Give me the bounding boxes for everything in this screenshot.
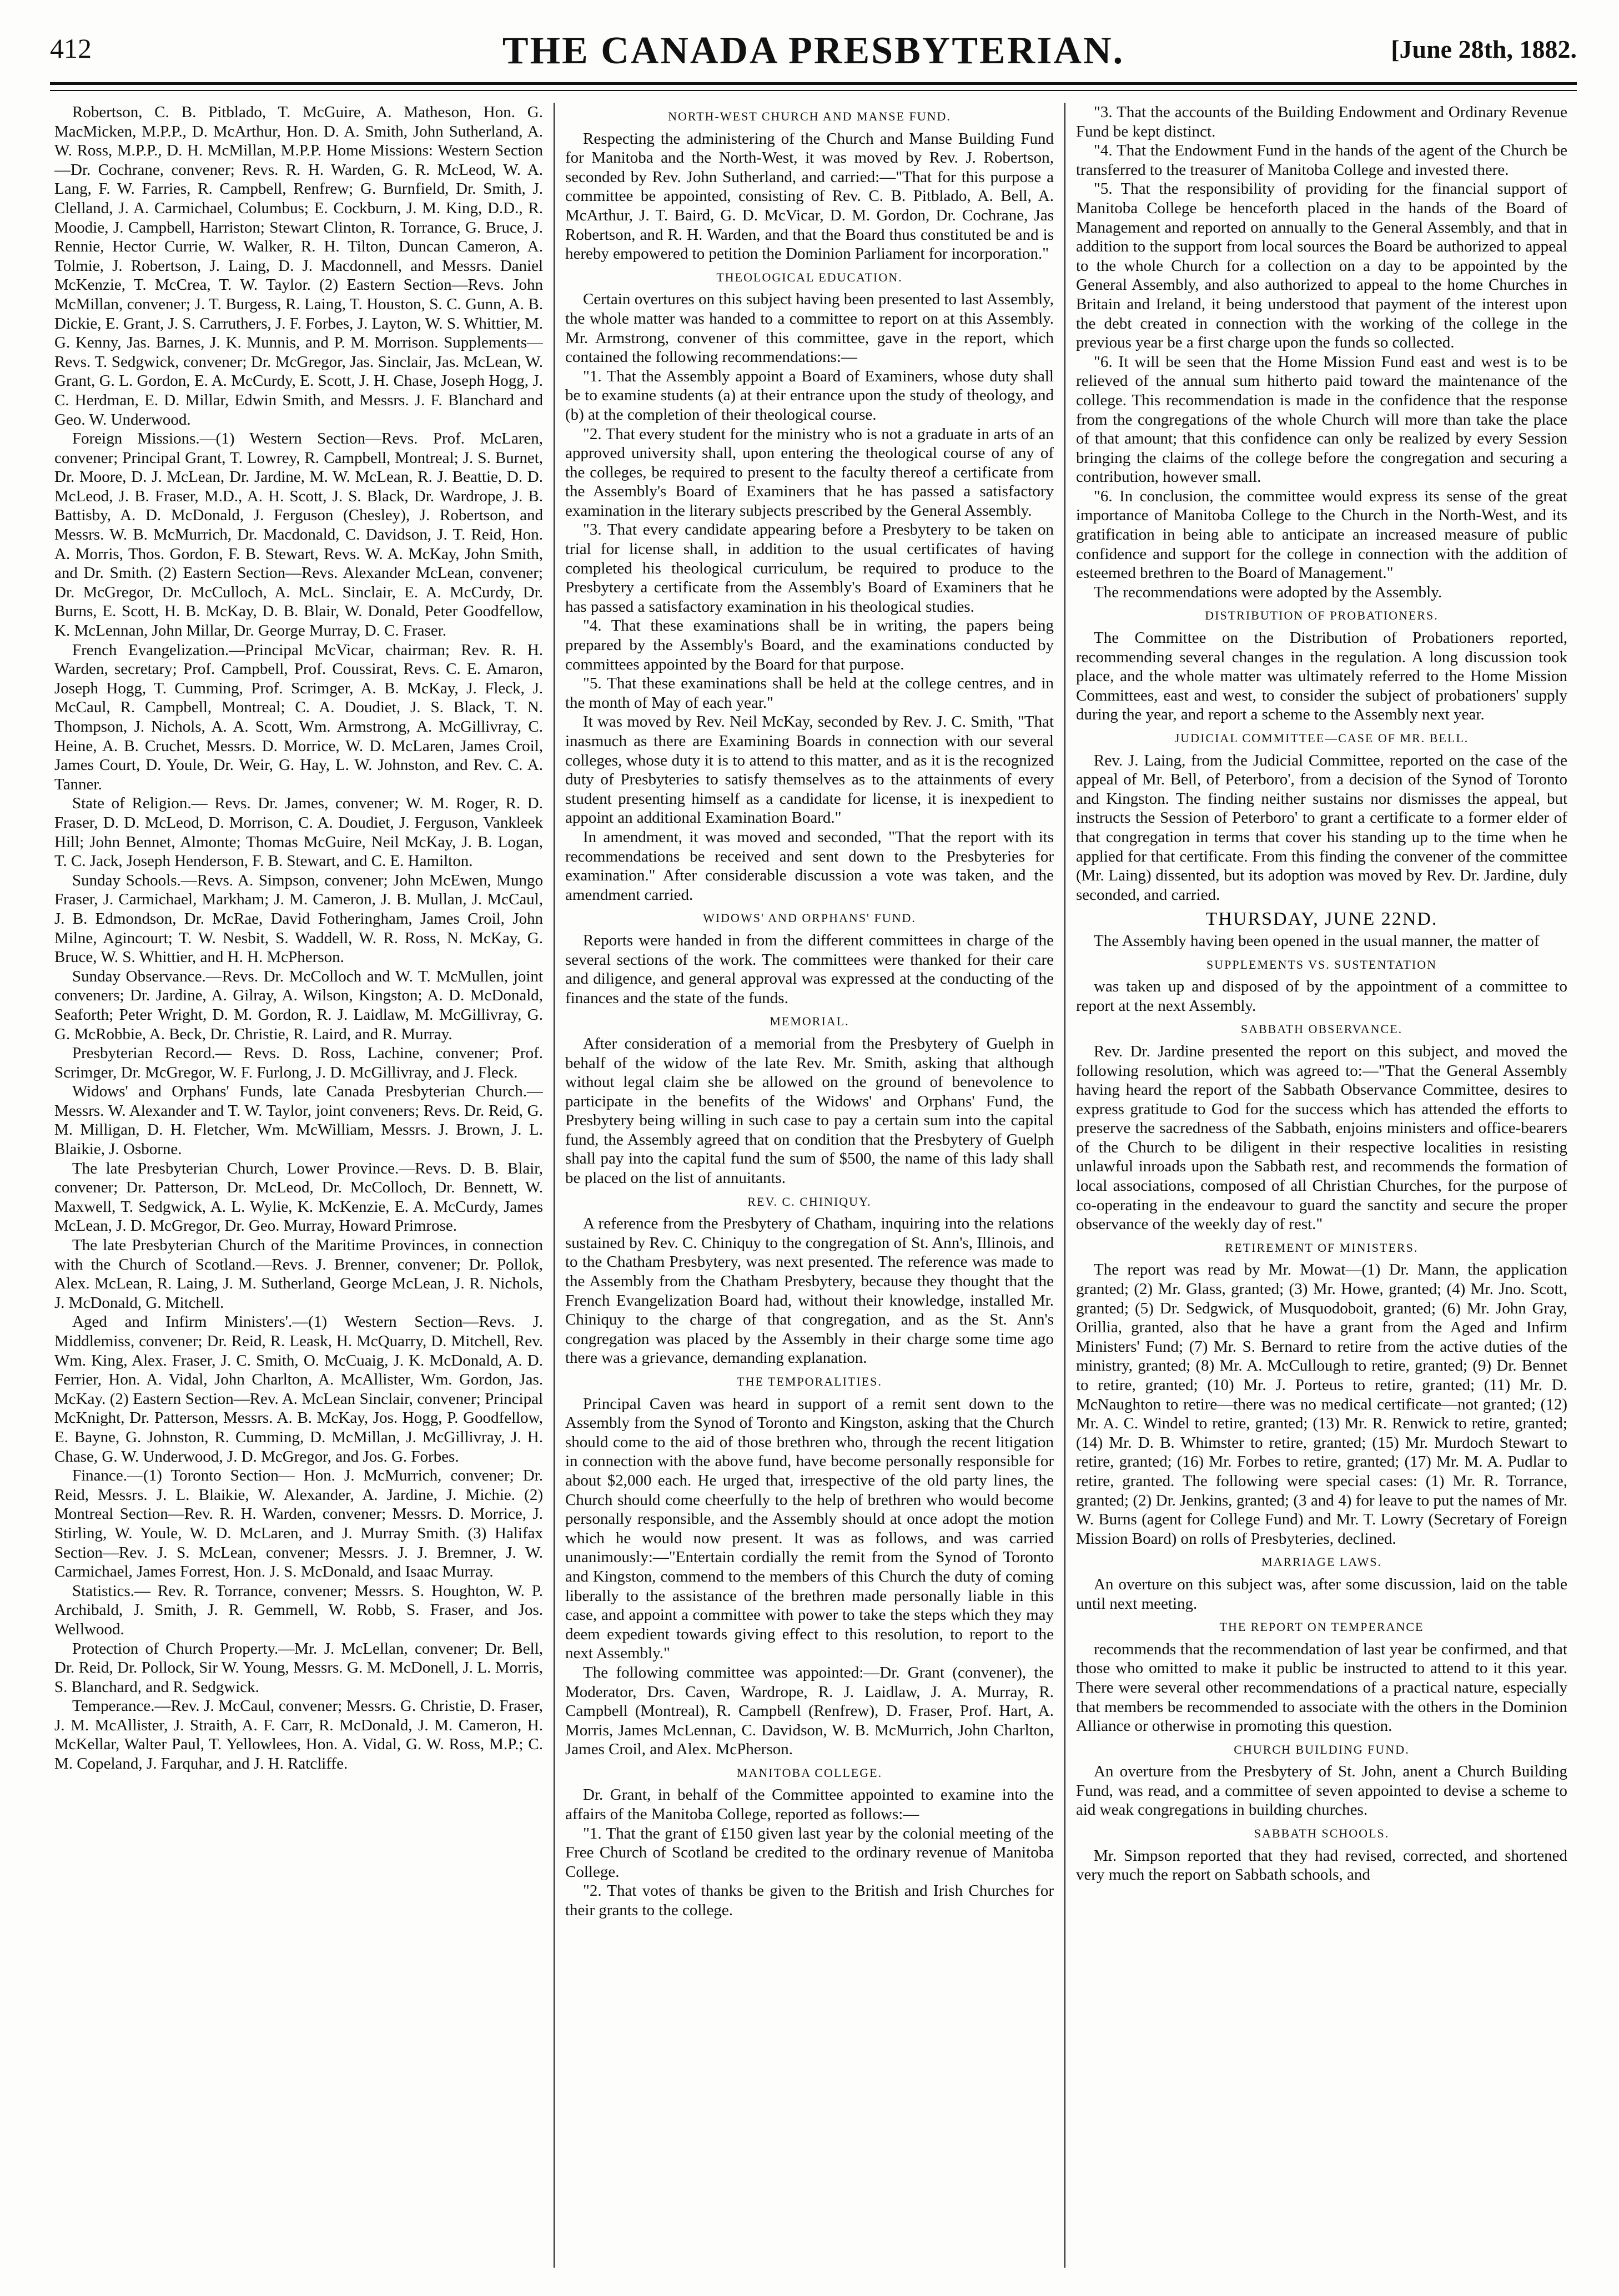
paragraph: "5. That these examinations shall be held at the college centres, and in the month of May of each year." [565,674,1054,712]
section-heading: CHURCH BUILDING FUND. [1234,1742,1410,1756]
issue-date: [June 28th, 1882. [1391,35,1577,63]
paragraph: Mr. Simpson reported that they had revised, corrected, and shortened very much the report on Sabbath schools, and [1076,1846,1567,1884]
column-1 [54,103,543,2279]
section-heading: SABBATH OBSERVANCE. [1240,1022,1403,1036]
section-heading: THE REPORT ON TEMPERANCE [1219,1620,1424,1634]
paragraph: After consideration of a memorial from the Presbytery of Guelph in behalf of the widow of the late Rev. Mr. Smith, asking that although without legal claim she be allowed on the ground of benevolence to participate in the benefits of the Widows' and Orphans' Fund, the Presbytery being willing in such case to pay a certain sum into the capital fund, the Assembly agreed that on condition that the Presbytery of Guelph shall pay into the capital fund the sum of $500, the name of this lady shall be placed on the list of annuitants. [565,1034,1054,1187]
paragraph: "3. That the accounts of the Building Endowment and Ordinary Revenue Fund be kept distinct. [1076,103,1567,140]
paragraph: An overture from the Presbytery of St. John, anent a Church Building Fund, was read, and a committee of seven appointed to devise a scheme to aid weak congregations in building churches. [1076,1763,1567,1819]
paragraph: Temperance.—Rev. J. McCaul, convener; Messrs. G. Christie, D. Fraser, J. M. McAllister, J. Straith, A. F. Carr, R. McDonald, J. M. Cameron, H. McKellar, Walter Paul, T. Yellowlees, Hon. A. Vidal, G. W. Ross, M.P.; C. M. Copeland, J. Farquhar, and J. H. Ratcliffe. [54,1697,543,1773]
section-heading: MARRIAGE LAWS. [1261,1555,1382,1569]
paragraph: The late Presbyterian Church of the Maritime Provinces, in connection with the Church of Scotland.—Revs. J. Brenner, convener; Dr. Pollok, Alex. McLean, R. Laing, J. M. Sutherland, George McLean, J. R. Nichols, J. McDonald, G. Mitchell. [54,1236,543,1312]
column-divider [1064,103,1065,2268]
page-number: 412 [50,33,92,64]
paragraph: Dr. Grant, in behalf of the Committee appointed to examine into the affairs of the Manitoba College, reported as follows:— [565,1786,1054,1824]
section-heading: MANITOBA COLLEGE. [736,1765,883,1780]
paragraph: Certain overtures on this subject having been presented to last Assembly, the whole matter was handed to a committee to report on at this Assembly. Mr. Armstrong, convener of this committee, gave in the report, which contained the following recommendations:— [565,290,1054,366]
paragraph: Aged and Infirm Ministers'.—(1) Western Section—Revs. J. Middlemiss, convener; Dr. Reid, R. Leask, H. McQuarry, D. Mitchell, Rev. Wm. King, Alex. Fraser, J. C. Smith, O. McCuaig, J. K. McDonald, A. D. Ferrier, Hon. A. Vidal, John Charlton, A. McAllister, Wm. Gordon, Jas. McKay. (2) Eastern Section—Rev. A. McLean Sinclair, convener; Principal McKnight, Dr. Patterson, Messrs. A. B. McKay, Jos. Hogg, P. Goodfellow, E. Bayne, G. Johnston, R. Cumming, D. McMillan, J. McGillivray, J. H. Chase, G. W. Underwood, J. D. McGregor, and Jos. G. Forbes. [54,1313,543,1466]
section-heading: THE TEMPORALITIES. [737,1374,882,1388]
section-heading: JUDICIAL COMMITTEE—CASE OF MR. BELL. [1174,731,1469,745]
paragraph: Rev. Dr. Jardine presented the report on this subject, and moved the following resolution, which was agreed to:—"That the General Assembly having heard the report of the Sabbath Observance Committee, desires to express gratitude to God for the success which has attended the efforts to preserve the sacredness of the Sabbath, enjoins ministers and office-bearers of the Church to be diligent in their respective localities in resisting unlawful inroads upon the Sabbath rest, and recommends the formation of local associations, composed of all Christian Churches, for the purpose of co-operating in the endeavour to guard the sanctity and secure the proper observance of the weekly day of rest." [1076,1042,1567,1233]
paragraph: French Evangelization.—Principal McVicar, chairman; Rev. R. H. Warden, secretary; Prof. Campbell, Prof. Coussirat, Revs. C. E. Amaron, Joseph Hogg, T. Cumming, Prof. Scrimger, A. B. McKay, J. Fleck, J. McCaul, R. Campbell, Montreal; C. A. Doudiet, J. S. Black, T. N. Thompson, J. Nichols, A. A. Scott, Wm. Armstrong, A. McGillivray, C. Heine, A. B. Cruchet, Messrs. D. Morrice, W. D. McLaren, James Croil, James Court, D. Youle, Dr. Weir, G. Hay, L. W. Johnston, and Rev. C. A. Tanner. [54,641,543,793]
paragraph: "2. That votes of thanks be given to the British and Irish Churches for their grants to the college. [565,1882,1054,1920]
paragraph: Presbyterian Record.— Revs. D. Ross, Lachine, convener; Prof. Scrimger, Dr. McGregor, W. F. Furlong, J. D. McGillivray, and J. Fleck. [54,1044,543,1081]
column-3 [1076,103,1567,2279]
paragraph: Foreign Missions.—(1) Western Section—Revs. Prof. McLaren, convener; Principal Grant, T. Lowrey, R. Campbell, Montreal; J. S. Burnet, Dr. Moore, D. J. McLean, Dr. Jardine, M. W. McLean, R. J. Beattie, D. D. McLeod, J. B. Fraser, M.D., A. H. Scott, J. S. Black, Dr. Wardrope, J. B. Battisby, A. D. McDonald, J. Ferguson (Chesley), J. Robertson, and Messrs. W. B. McMurrich, Dr. Macdonald, C. Davidson, J. T. Reid, Hon. A. Morris, Thos. Gordon, F. B. Stewart, Revs. W. A. McKay, John Smith, and Dr. Smith. (2) Eastern Section—Revs. Alexander McLean, convener; Dr. McGregor, Dr. McCulloch, A. McL. Sinclair, E. A. McCurdy, Dr. Burns, E. Scott, H. B. McKay, D. B. Blair, W. Donald, Peter Goodfellow, K. McLennan, John Millar, Dr. George Murray, D. C. Fraser. [54,430,543,640]
journal-title: THE CANADA PRESBYTERIAN. [502,29,1125,72]
paragraph: The late Presbyterian Church, Lower Province.—Revs. D. B. Blair, convener; Dr. Patterson, Dr. McLeod, Dr. McColloch, Dr. Bennett, W. Maxwell, T. Sedgwick, A. L. Wylie, K. McKenzie, E. A. McCurdy, James McLean, J. D. McGregor, Dr. Geo. Murray, Howard Primrose. [54,1159,543,1235]
paragraph: "5. That the responsibility of providing for the financial support of Manitoba College be henceforth placed in the hands of the Board of Management and reported on annually to the General Assembly, and that in addition to the support from local sources the Board be authorized to appeal to the whole Church for a collection on a day to be appointed by the General Assembly, and also authorized to appeal to the home Churches in Britain and Ireland, it being understood that payment of the interest upon the debt created in connection with the working of the college in the previous year be a first charge upon the funds so collected. [1076,180,1567,352]
paragraph: It was moved by Rev. Neil McKay, seconded by Rev. J. C. Smith, "That inasmuch as there are Examining Boards in connection with our several colleges, whose duty it is to attend to this matter, and as it is the recognized duty of Presbyteries to satisfy themselves as to the attainments of every student presenting himself as a candidate for license, it is inexpedient to appoint an additional Examination Board." [565,713,1054,827]
paragraph: An overture on this subject was, after some discussion, laid on the table until next meeting. [1076,1575,1567,1613]
section-heading: MEMORIAL. [770,1014,849,1029]
paragraph: "6. It will be seen that the Home Mission Fund east and west is to be relieved of the annual sum hitherto paid toward the maintenance of the college. This recommendation is made in the confidence that the response from the congregations of the whole Church will more than take the place of that amount; that this confidence can only be realized by every Session bringing the claims of the college before the congregation and securing a contribution, however small. [1076,353,1567,486]
section-heading: NORTH-WEST CHURCH AND MANSE FUND. [668,109,951,123]
paragraph: Protection of Church Property.—Mr. J. McLellan, convener; Dr. Bell, Dr. Reid, Dr. Pollock, Sir W. Young, Messrs. G. M. McDonell, J. L. Morris, S. Blanchard, and R. Sedgwick. [54,1639,543,1696]
section-heading: SUPPLEMENTS VS. SUSTENTATION [1206,957,1437,971]
column-2 [565,103,1054,2279]
paragraph: The recommendations were adopted by the Assembly. [1094,583,1442,601]
section-heading: WIDOWS' AND ORPHANS' FUND. [703,911,916,925]
paragraph: Principal Caven was heard in support of a remit sent down to the Assembly from the Synod of Toronto and Kingston, asking that the Church should come to the aid of those brethren who, through the recent litigation in connection with the above fund, have become personally responsible for about $2,000 each. He urged that, irrespective of the old party lines, the Church should come cheerfully to the help of brethren who would become personally responsible, and the Assembly should at once adopt the motion which he would now present. It was as follows, and was carried unanimously:—"Entertain cordially the remit from the Synod of Toronto and Kingston, commend to the members of this Church the duty of coming liberally to the assistance of the brethren made personally liable in this case, and appoint a committee with power to take the steps which they may deem expedient towards giving effect to this resolution, to report to the next Assembly." [565,1394,1054,1663]
paragraph: "2. That every student for the ministry who is not a graduate in arts of an approved university shall, upon entering the theological course of any of the colleges, be required to present to the faculty thereof a certificate from the Assembly's Board of Examiners that he has passed a satisfactory examination in the literary subjects prescribed by the General Assembly. [565,425,1054,520]
paragraph: The report was read by Mr. Mowat—(1) Dr. Mann, the application granted; (2) Mr. Glass, granted; (3) Mr. Howe, granted; (4) Mr. Jno. Scott, granted; (5) Dr. Sedgwick, of Musquodoboit, granted; (6) Mr. John Gray, Orillia, granted, also that he have a grant from the Aged and Infirm Ministers' Fund; (7) Mr. S. Bernard to retire from the active duties of the ministry, granted; (8) Mr. A. McCullough to retire, granted; (9) Dr. Bennet to retire, granted; (10) Mr. J. Porteus to retire, granted; (11) Mr. D. McNaughton to retire—there was no medical certificate—not granted; (12) Mr. A. C. Windel to retire, granted; (13) Mr. R. Renwick to retire, granted; (14) Mr. D. B. Whimster to retire, granted; (15) Mr. Murdoch Stewart to retire, granted; (16) Mr. Forbes to retire, granted; (17) Mr. M. A. Pudlar to retire, granted. The following were special cases: (1) Mr. R. Torrance, granted; (2) Dr. Jenkins, granted; (3 and 4) for leave to put the names of Mr. W. Burns (agent for College Fund) and Mr. T. Lowry (Secretary of Foreign Mission Board) on rolls of Presbyteries, declined. [1076,1261,1567,1548]
paragraph: "3. That every candidate appearing before a Presbytery to be taken on trial for license shall, in addition to the usual certificates of having completed his theological curriculum, be required to produce to the Presbytery a certificate from the Assembly's Board of Examiners that he has passed a satisfactory examination in his theological studies. [565,521,1054,616]
masthead [50,29,1577,73]
paragraph: was taken up and disposed of by the appointment of a committee to report at the next Assembly. [1076,978,1567,1015]
paragraph: Reports were handed in from the different committees in charge of the several sections of the work. The committees were thanked for their care and diligence, and general approval was expressed at the conducting of the finances and the state of the funds. [565,931,1054,1007]
paragraph: In amendment, it was moved and seconded, "That the report with its recommendations be received and sent down to the Presbyteries for examination." After considerable discussion a vote was taken, and the amendment carried. [565,828,1054,904]
paragraph: Sunday Observance.—Revs. Dr. McColloch and W. T. McMullen, joint conveners; Dr. Jardine, A. Gilray, A. Wilson, Kingston; A. D. McDonald, Seaforth; Peter Wright, D. M. Gordon, R. J. Laidlaw, M. McGillivray, G. G. McRobbie, A. Beck, Dr. Christie, R. Laird, and R. Murray. [54,967,543,1043]
paragraph: The Committee on the Distribution of Probationers reported, recommending several changes in the regulation. A long discussion took place, and the whole matter was ultimately referred to the Home Mission Committees, east and west, to consider the subject of probationers' supply during the year, and report a scheme to the Assembly next year. [1076,629,1567,724]
paragraph: "4. That the Endowment Fund in the hands of the agent of the Church be transferred to the treasurer of Manitoba College and invested there. [1076,142,1567,179]
paragraph: Finance.—(1) Toronto Section— Hon. J. McMurrich, convener; Dr. Reid, Messrs. J. L. Blaikie, W. Alexander, A. Jardine, J. Michie. (2) Montreal Section—Rev. R. H. Warden, convener; Messrs. D. Morrice, J. Stirling, W. Youle, W. D. McLaren, and J. Murray Smith. (3) Halifax Section—Rev. J. S. McLean, convener; Messrs. J. J. Bremner, J. W. Carmichael, James Forrest, Hon. J. S. McDonald, and Isaac Murray. [54,1467,543,1581]
header-rule-thin [50,90,1577,91]
paragraph: A reference from the Presbytery of Chatham, inquiring into the relations sustained by Rev. C. Chiniquy to the congregation of St. Ann's, Illinois, and to the Chatham Presbytery, was next presented. The reference was made to the Assembly from the Chatham Presbytery, because they thought that the French Evangelization Board had, without their knowledge, installed Mr. Chiniquy to the charge of that congregation, and as the St. Ann's congregation was placed by the Assembly in their charge some time ago there was a grievance, demanding explanation. [565,1215,1054,1367]
paragraph: "4. That these examinations shall be in writing, the papers being prepared by the Assembly's Board, and the examinations conducted by committees appointed by the Board for that purpose. [565,617,1054,673]
section-heading: RETIREMENT OF MINISTERS. [1225,1240,1419,1255]
day-heading: THURSDAY, JUNE 22ND. [1205,909,1438,930]
paragraph: "1. That the Assembly appoint a Board of Examiners, whose duty shall be to examine students (a) at their entrance upon the study of theology, and (b) at the completion of their theological course. [565,367,1054,424]
paragraph: State of Religion.— Revs. Dr. James, convener; W. M. Roger, R. D. Fraser, D. D. McLeod, D. Morrison, C. A. Doudiet, J. Ferguson, Vankleek Hill; John Bennet, Almonte; Thomas McGuire, Neil McKay, J. B. Logan, T. C. Jack, Joseph Henderson, F. B. Stewart, and C. E. Hamilton. [54,794,543,870]
section-heading: SABBATH SCHOOLS. [1254,1826,1390,1841]
section-heading: REV. C. CHINIQUY. [747,1194,872,1209]
paragraph: Sunday Schools.—Revs. A. Simpson, convener; John McEwen, Mungo Fraser, J. Carmichael, Markham; J. M. Cameron, J. B. Mullan, J. McCaul, J. B. Edmondson, Dr. McRae, David Fotheringham, James Croil, John Milne, Agincourt; T. W. Nesbit, S. Waddell, W. R. Ross, N. McKay, G. Bruce, W. S. Whittier, and H. H. McPherson. [54,871,543,966]
paragraph: The Assembly having been opened in the usual manner, the matter of [1094,932,1540,950]
paragraph: recommends that the recommendation of last year be confirmed, and that those who omitted to make it public be instructed to attend to it this year. There were several other recommendations of a practical nature, especially that members be recommended to associate with the others in the Dominion Alliance or otherwise in promoting this question. [1076,1640,1567,1735]
paragraph: Statistics.— Rev. R. Torrance, convener; Messrs. S. Houghton, W. P. Archibald, J. Smith, J. R. Gemmell, W. Robb, S. Fraser, and Jos. Wellwood. [54,1582,543,1638]
paragraph: Widows' and Orphans' Funds, late Canada Presbyterian Church.—Messrs. W. Alexander and T. W. Taylor, joint conveners; Revs. Dr. Reid, G. M. Milligan, D. H. Fletcher, Wm. McWilliam, Messrs. J. Brown, J. L. Blaikie, J. Osborne. [54,1082,543,1159]
header-rule [50,82,1577,85]
section-heading: DISTRIBUTION OF PROBATIONERS. [1205,608,1439,623]
section-heading: THEOLOGICAL EDUCATION. [716,270,903,284]
paragraph: "1. That the grant of £150 given last year by the colonial meeting of the Free Church of Scotland be credited to the ordinary revenue of Manitoba College. [565,1824,1054,1881]
paragraph: "6. In conclusion, the committee would express its sense of the great importance of Manitoba College to the Church in the North-West, and its gratification in being able to anticipate an increased measure of public confidence and support for the college in connection with the addition of esteemed brethren to the Board of Management." [1076,487,1567,582]
column-divider [554,103,555,2268]
paragraph: Respecting the administering of the Church and Manse Building Fund for Manitoba and the North-West, it was moved by Rev. J. Robertson, seconded by Rev. John Sutherland, and carried:—"That for this purpose a committee be appointed, consisting of Rev. C. B. Pitblado, A. Bell, A. McArthur, J. T. Baird, G. D. McVicar, D. M. Gordon, Dr. Cochrane, Jas Robertson, and R. H. Warden, and that the Board thus constituted be and is hereby empowered to petition the Dominion Parliament for incorporation." [565,129,1054,263]
paragraph: Robertson, C. B. Pitblado, T. McGuire, A. Matheson, Hon. G. MacMicken, M.P.P., D. McArthur, Hon. D. A. Smith, John Sutherland, A. W. Ross, M.P.P., D. H. McMillan, M.P.P. Home Missions: Western Section—Dr. Cochrane, convener; Revs. R. H. Warden, G. R. McLeod, W. A. Lang, F. W. Farries, R. Campbell, Renfrew; G. Burnfield, Dr. Smith, J. Clelland, J. A. Carmichael, Columbus; E. Cockburn, J. M. King, D.D., R. Moodie, J. Campbell, Harriston; Stewart Clinton, R. Torrance, G. Bruce, J. Rennie, Hector Currie, W. Walker, R. H. Tilton, Duncan Cameron, A. Tolmie, J. Robertson, J. Laing, D. J. Macdonnell, and Messrs. Daniel McKenzie, T. McCrea, T. W. Taylor. (2) Eastern Section—Revs. John McMillan, convener; J. T. Burgess, R. Laing, T. Houston, S. C. Gunn, A. B. Dickie, E. Grant, J. S. Carruthers, J. F. Forbes, J. Layton, W. S. Whittier, M. G. Kenny, Jas. Barnes, J. K. Munnis, and P. M. Morrison. Supplements—Revs. T. Sedgwick, convener; Dr. McGregor, Jas. Sinclair, Jas. McLean, W. Grant, G. L. Gordon, E. A. McCurdy, E. Scott, J. H. Chase, Joseph Hogg, J. C. Herdman, E. D. Millar, Edwin Smith, and Messrs. J. F. Blanchard and Geo. W. Underwood. [54,103,543,429]
paragraph: Rev. J. Laing, from the Judicial Committee, reported on the case of the appeal of Mr. Bell, of Peterboro', from a decision of the Synod of Toronto and Kingston. The finding neither sustains nor dismisses the appeal, but instructs the Session of Peterboro' to grant a certificate to a former elder of that congregation in terms that cover his standing up to the time when he applied for that certificate. From this finding the convener of the committee (Mr. Laing) dissented, but its adoption was moved by Rev. Dr. Jardine, duly seconded, and carried. [1076,751,1567,904]
paragraph: The following committee was appointed:—Dr. Grant (convener), the Moderator, Drs. Caven, Wardrope, R. J. Laidlaw, J. A. Murray, R. Campbell (Montreal), R. Campbell (Renfrew), D. Fraser, Prof. Hart, A. Morris, James McLennan, C. Davidson, W. B. McMurrich, John Charlton, James Croil, and Alex. McPherson. [565,1663,1054,1759]
